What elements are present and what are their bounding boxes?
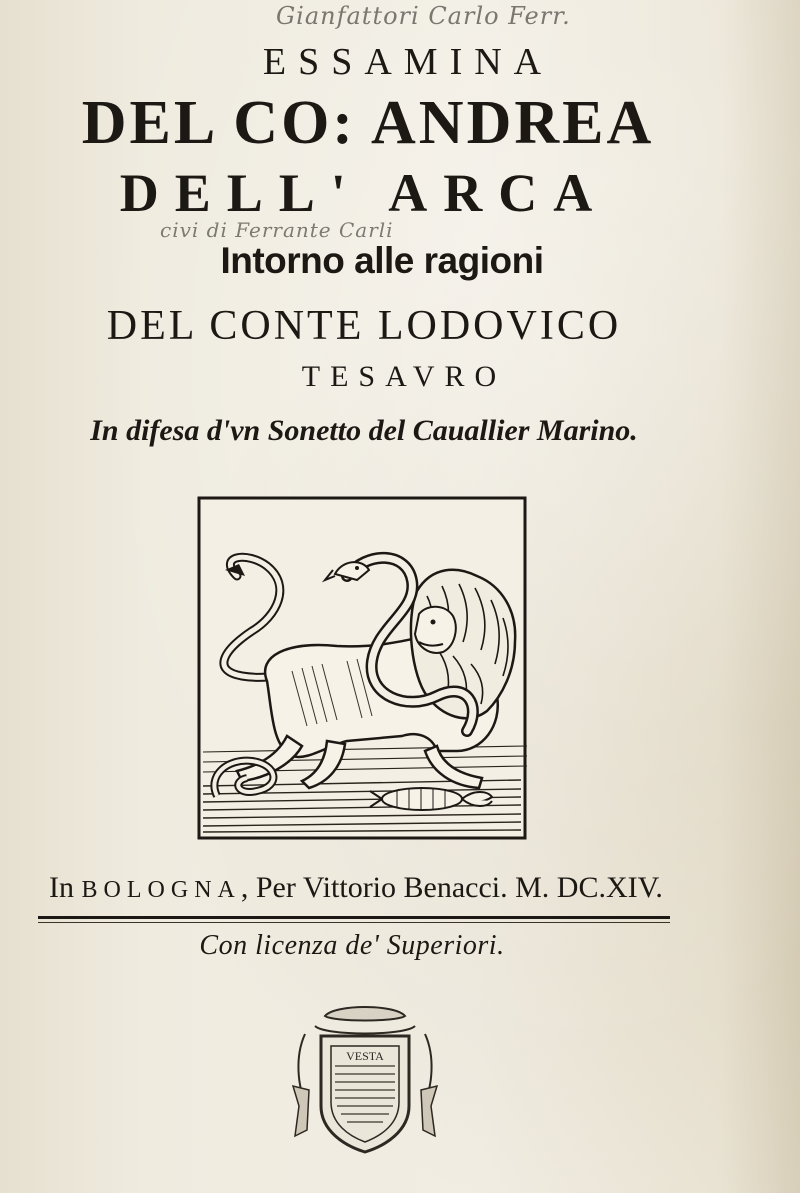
divider-rule-thin — [38, 922, 670, 923]
handwritten-provenance: civi di Ferrante Carli — [160, 218, 394, 242]
imprint-publisher-date: , Per Vittorio Benacci. M. DC.XIV. — [240, 871, 663, 904]
woodcut-illustration — [197, 496, 527, 840]
stamp-lettering: VESTA — [346, 1049, 384, 1063]
title-line-subject: Intorno alle ragioni — [220, 240, 544, 281]
imprint-place: BOLOGNA — [81, 877, 241, 903]
imprint-line — [0, 871, 756, 905]
title-line-tesauro: TESAVRO — [301, 360, 507, 393]
title-line-defense: In difesa d'vn Sonetto del Cauallier Marino. — [90, 414, 638, 447]
imprint-prefix: In — [49, 871, 82, 904]
divider-rule — [38, 916, 670, 919]
title-line-author-name: DEL CO: ANDREA — [81, 89, 655, 157]
library-stamp — [285, 996, 445, 1156]
title-line-author-surname: DELL' ARCA — [119, 163, 609, 223]
handwritten-inscription: Gianfattori Carlo Ferr. — [276, 2, 571, 30]
title-line-essamina: ESSAMINA — [262, 41, 554, 83]
license-line: Con licenza de' Superiori. — [199, 930, 505, 961]
title-line-count: DEL CONTE LODOVICO — [106, 303, 622, 349]
